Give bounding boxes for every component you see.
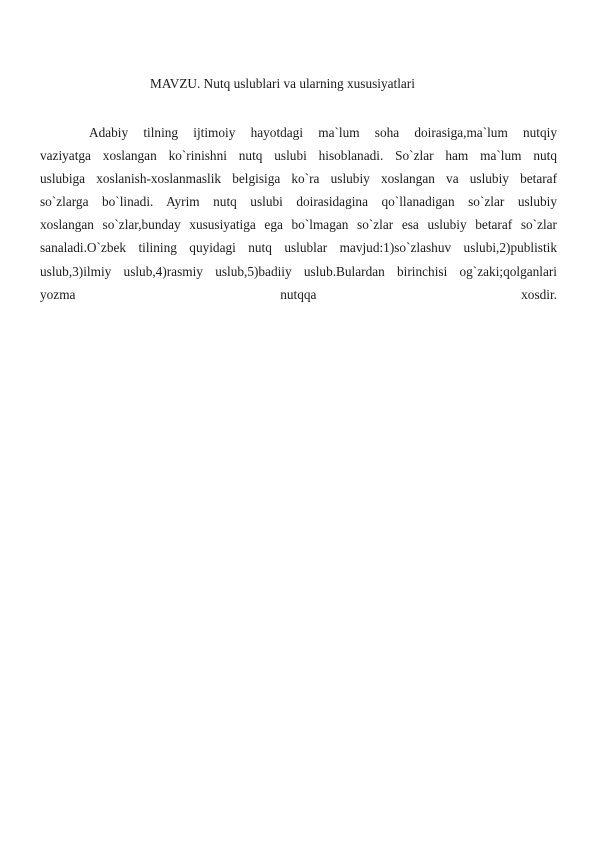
document-title: MAVZU. Nutq uslublari va ularning xususiyatlari — [150, 76, 415, 91]
paragraph-line: yozma nutqqa xosdir. — [40, 286, 557, 302]
paragraph-line: so`zlarga bo`linadi. Ayrim nutq uslubi doirasidagina qo`llanadigan so`zlar uslubiy — [40, 194, 557, 210]
paragraph-line: sanaladi.O`zbek tilining quyidagi nutq uslublar mavjud:1)so`zlashuv uslubi,2)publistik — [40, 240, 557, 256]
document-paragraph — [40, 121, 557, 306]
paragraph-line: Adabiy tilning ijtimoiy hayotdagi ma`lum soha doirasiga,ma`lum nutqiy — [89, 125, 557, 140]
paragraph-line: xoslangan so`zlar,bunday xususiyatiga ega bo`lmagan so`zlar esa uslubiy betaraf so`zlar — [40, 217, 557, 233]
paragraph-line: uslubiga xoslanish-xoslanmaslik belgisiga ko`ra uslubiy xoslangan va uslubiy betaraf — [40, 171, 557, 187]
paragraph-line: vaziyatga xoslangan ko`rinishni nutq uslubi hisoblanadi. So`zlar ham ma`lum nutq — [40, 148, 557, 164]
paragraph-line: uslub,3)ilmiy uslub,4)rasmiy uslub,5)badiiy uslub.Bulardan birinchisi og`zaki;qolganlari — [40, 263, 557, 279]
